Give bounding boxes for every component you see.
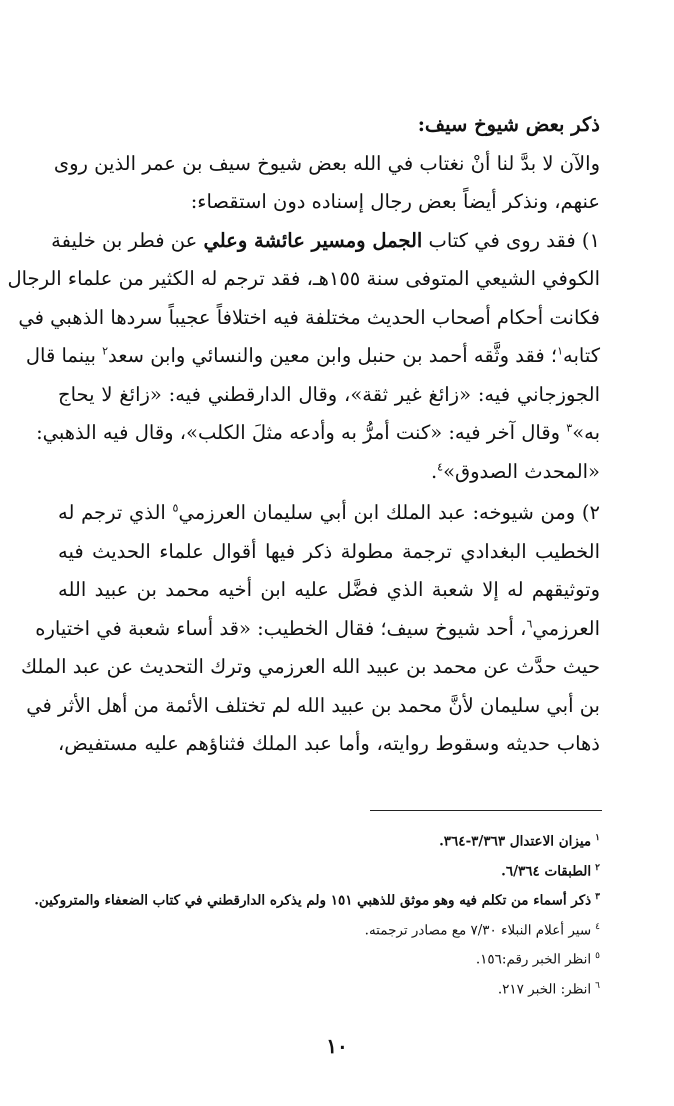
text-line: بن أبي سليمان لأنَّ محمد بن عبيد الله لم تختلف الأئمة من أهل الأثر في (26, 693, 600, 717)
footnote: $^٣$ذكر أسماء من تكلم فيه وهو موثق للذهبي ١٥١ ولم يذكره الدارقطني في كتاب الضعفاء والمتروكين. (34, 892, 600, 909)
text-line: عنهم، ونذكر أيضاً بعض رجال إسناده دون استقصاء: (190, 190, 600, 213)
text-line: الخطيب البغدادي ترجمة مطولة ذكر فيها أقوال علماء الحديث فيه (58, 539, 600, 563)
text-line: الجوزجاني فيه: «زائغ غير ثقة»، وقال الدارقطني فيه: «زائغ لا يحاج (58, 382, 600, 406)
text-line: ذهاب حديثه وسقوط روايته، وأما عبد الملك فثناؤهم عليه مستفيض، (58, 732, 600, 755)
page-number: ١٠ (326, 1034, 348, 1058)
text-line: كتابه$^١$؛ فقد وثَّقه أحمد بن حنبل وابن معين والنسائي وابن سعد$^٢$ بينما قال (25, 344, 600, 367)
footnote-separator (370, 810, 602, 811)
footnotes (34, 824, 600, 1001)
footnote-ref: ٥ (172, 501, 179, 515)
text-line: ٢) ومن شيوخه: عبد الملك ابن أبي سليمان العرزمي$^٥$ الذي ترجم له (58, 501, 600, 524)
footnote: $^٤$سير أعلام النبلاء ٧/٣٠ مع مصادر ترجمته. (364, 921, 600, 938)
text-line: به»$^٣$ وقال آخر فيه: «كنت أمرُّ به وأدعه مثلَ الكلب»، وقال فيه الذهبي: (36, 421, 600, 444)
text-line: حيث حدَّث عن محمد بن عبيد الله العرزمي وترك التحديث عن عبد الملك (20, 655, 600, 678)
footnote-ref: ٢ (102, 344, 109, 358)
text-line: العرزمي$^٦$، أحد شيوخ سيف؛ فقال الخطيب: «قد أساء شعبة في اختياره (35, 616, 600, 640)
footnote: $^٢$الطبقات ٦/٣٦٤. (501, 862, 600, 879)
text-line: والآن لا بدَّ لنا أنْ نغتاب في الله بعض شيوخ سيف بن عمر الذين روى (53, 151, 600, 175)
text-line: «المحدث الصدوق»$^٤$. (430, 459, 600, 483)
book-title: الجمل ومسير عائشة وعلي (203, 228, 423, 252)
text-line: ١) فقد روى في كتاب الجمل ومسير عائشة وعلي عن فطر بن خليفة (51, 228, 600, 252)
footnote-ref: ٣ (566, 421, 573, 435)
footnote-ref: ٤ (437, 460, 444, 473)
footnote-ref: ٦ (526, 617, 533, 630)
body-text (7, 106, 600, 764)
text-line: وتوثيقهم له إلا شعبة الذي فضَّل عليه ابن أخيه محمد بن عبيد الله (58, 578, 600, 601)
section-heading: ذكر بعض شيوخ سيف: (417, 113, 600, 136)
footnote: $^١$ميزان الاعتدال ٣/٣٦٣-٣٦٤. (439, 833, 600, 850)
text-line: فكانت أحكام أصحاب الحديث مختلفة فيه اختلافاً عجيباً سردها الذهبي في (18, 305, 600, 329)
footnote: $^٥$انظر الخبر رقم:١٥٦. (475, 951, 600, 968)
footnote-ref: ١ (557, 344, 563, 358)
text-line: الكوفي الشيعي المتوفى سنة ١٥٥هـ، فقد ترجم له الكثير من علماء الرجال (7, 267, 600, 290)
footnote: $^٦$انظر: الخبر ٢١٧. (497, 980, 600, 997)
